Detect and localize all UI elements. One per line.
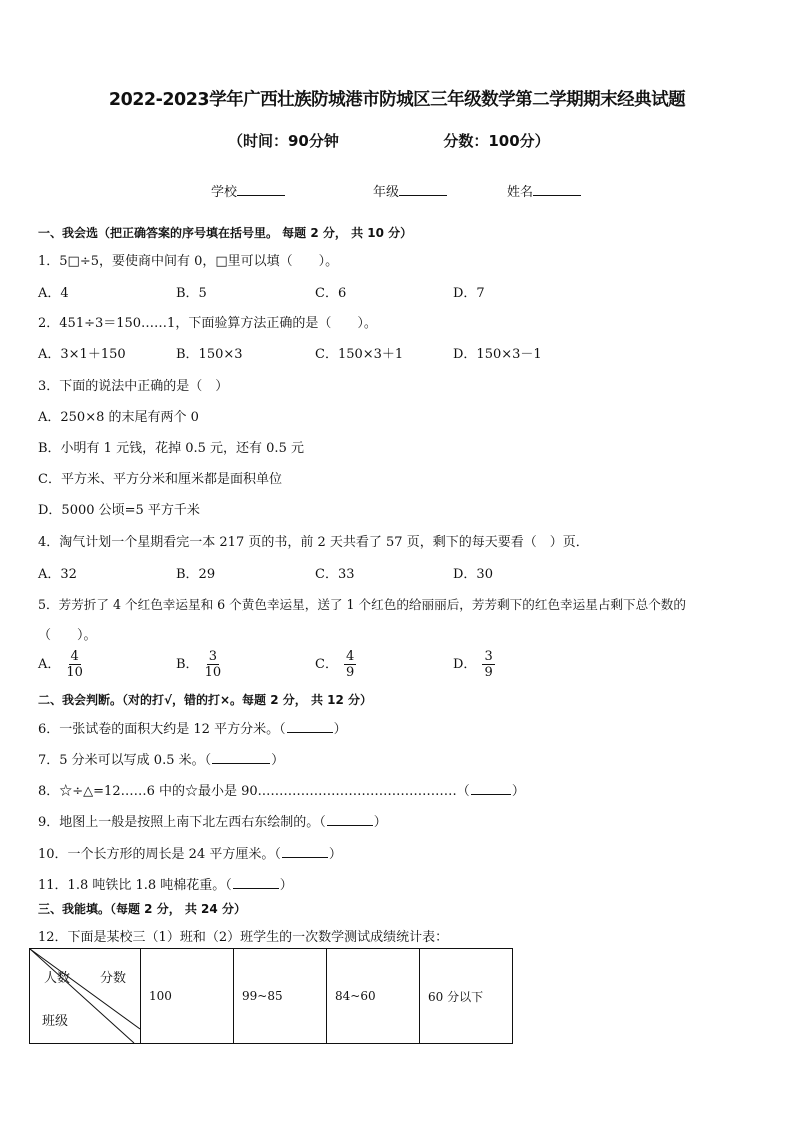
fraction-numerator: 4 <box>70 649 79 664</box>
question-7-text: 7．5 分米可以写成 0.5 米。（ <box>38 753 212 768</box>
question-9-text: 9．地图上一般是按照上南下北左西右东绘制的。（ <box>38 815 326 830</box>
q5-option-a <box>38 649 83 680</box>
q5-option-a-fraction <box>66 649 83 680</box>
question-1-stem: 1．5□÷5，要使商中间有 0，□里可以填（ ）。 <box>38 254 339 269</box>
q4-option-c: C．33 <box>315 567 355 582</box>
q3-option-b: B．小明有 1 元钱，花掉 0.5 元，还有 0.5 元 <box>38 441 304 456</box>
answer-blank[interactable] <box>327 813 373 826</box>
question-9 <box>38 811 387 830</box>
table-row <box>30 949 513 1044</box>
question-10-text: 10．一个长方形的周长是 24 平方厘米。（ <box>38 847 281 862</box>
column-header-84-60: 84~60 <box>327 949 420 1044</box>
q3-option-c: C．平方米、平方分米和厘米都是面积单位 <box>38 472 282 487</box>
question-6-close: ） <box>333 722 347 737</box>
grade-field <box>373 181 447 200</box>
fraction-numerator: 3 <box>484 649 493 664</box>
fraction-denominator: 10 <box>66 665 83 680</box>
school-label: 学校 <box>211 185 238 200</box>
name-label: 姓名 <box>507 185 534 200</box>
q2-option-a: A．3×1＋150 <box>38 347 126 362</box>
section-heading-fill: 三、我能填。（每题 2 分， 共 24 分） <box>38 902 246 916</box>
q5-option-b-fraction <box>205 649 222 680</box>
question-10 <box>38 843 342 862</box>
q2-option-b: B．150×3 <box>176 347 243 362</box>
header-banji: 班级 <box>42 1014 69 1029</box>
table-header-corner <box>30 949 141 1044</box>
q5-option-d <box>453 649 495 680</box>
score-statistics-table <box>29 948 513 1044</box>
question-11-close: ） <box>279 878 293 893</box>
grade-label: 年级 <box>373 185 400 200</box>
q5-option-d-label: D． <box>453 657 477 672</box>
answer-blank[interactable] <box>212 751 270 764</box>
question-5-stem-cont: （ ）。 <box>38 628 97 643</box>
q4-option-a: A．32 <box>38 567 77 582</box>
section-heading-judge: 二、我会判断。（对的打√，错的打×。每题 2 分， 共 12 分） <box>38 693 372 707</box>
question-9-close: ） <box>373 815 387 830</box>
answer-blank[interactable] <box>282 845 328 858</box>
q2-option-c: C．150×3＋1 <box>315 347 404 362</box>
header-fenshu: 分数 <box>100 971 127 986</box>
answer-blank[interactable] <box>287 720 333 733</box>
fraction-denominator: 9 <box>345 665 355 680</box>
question-2-stem: 2．451÷3＝150……1，下面验算方法正确的是（ ）。 <box>38 316 377 331</box>
header-renshu: 人数 <box>44 971 71 986</box>
q2-option-d: D．150×3－1 <box>453 347 542 362</box>
fraction-numerator: 3 <box>208 649 217 664</box>
q4-option-b: B．29 <box>176 567 216 582</box>
question-8-close: ） <box>511 784 525 799</box>
question-11-text: 11．1.8 吨铁比 1.8 吨棉花重。（ <box>38 878 232 893</box>
q5-option-c-label: C． <box>315 657 338 672</box>
question-6 <box>38 718 347 737</box>
page-title: 2022-2023学年广西壮族防城港市防城区三年级数学第二学期期末经典试题 <box>108 90 686 110</box>
question-4-stem: 4．淘气计划一个星期看完一本 217 页的书，前 2 天共看了 57 页，剩下的每天要看（ ）页． <box>38 535 589 550</box>
q5-option-d-fraction <box>482 649 494 680</box>
question-10-close: ） <box>328 847 342 862</box>
q1-option-a: A．4 <box>38 286 69 301</box>
q5-option-c <box>315 649 356 680</box>
question-12-stem: 12．下面是某校三（1）班和（2）班学生的一次数学测试成绩统计表： <box>38 930 449 945</box>
school-field <box>211 181 285 200</box>
section-heading-choice: 一、我会选（把正确答案的序号填在括号里。 每题 2 分， 共 10 分） <box>38 226 413 240</box>
answer-blank[interactable] <box>471 782 511 795</box>
q3-option-a: A．250×8 的末尾有两个 0 <box>38 410 199 425</box>
q5-option-b-label: B． <box>176 657 199 672</box>
q5-option-b <box>176 649 221 680</box>
question-3-stem: 3．下面的说法中正确的是（ ） <box>38 379 229 394</box>
fraction-denominator: 9 <box>484 665 493 680</box>
question-11 <box>38 874 293 893</box>
fraction-denominator: 10 <box>204 665 222 680</box>
question-5-stem: 5．芳芳折了 4 个红色幸运星和 6 个黄色幸运星，送了 1 个红色的给丽丽后，芳芳剩下的红色幸运星占剩下总个数的 <box>38 597 686 612</box>
question-6-text: 6．一张试卷的面积大约是 12 平方分米。（ <box>38 722 286 737</box>
question-7 <box>38 749 284 768</box>
q1-option-c: C．6 <box>315 286 347 301</box>
question-7-close: ） <box>271 753 285 768</box>
column-header-99-85: 99~85 <box>234 949 327 1044</box>
name-field <box>507 181 581 200</box>
column-header-100: 100 <box>141 949 234 1044</box>
q1-option-d: D．7 <box>453 286 485 301</box>
q3-option-d: D．5000 公顷=5 平方千米 <box>38 503 200 518</box>
grade-blank[interactable] <box>399 183 447 196</box>
question-8 <box>38 780 525 799</box>
question-8-text: 8．☆÷△=12……6 中的☆最小是 90.………………………………………（ <box>38 784 470 799</box>
answer-blank[interactable] <box>233 876 279 889</box>
fraction-numerator: 4 <box>345 649 355 664</box>
name-blank[interactable] <box>533 183 581 196</box>
q1-option-b: B．5 <box>176 286 207 301</box>
q5-option-c-fraction <box>344 649 356 680</box>
school-blank[interactable] <box>237 183 285 196</box>
exam-time-score: （时间：90分钟 分数：100分） <box>228 132 550 150</box>
column-header-below-60: 60 分以下 <box>420 949 513 1044</box>
q4-option-d: D．30 <box>453 567 493 582</box>
q5-option-a-label: A． <box>38 657 61 672</box>
